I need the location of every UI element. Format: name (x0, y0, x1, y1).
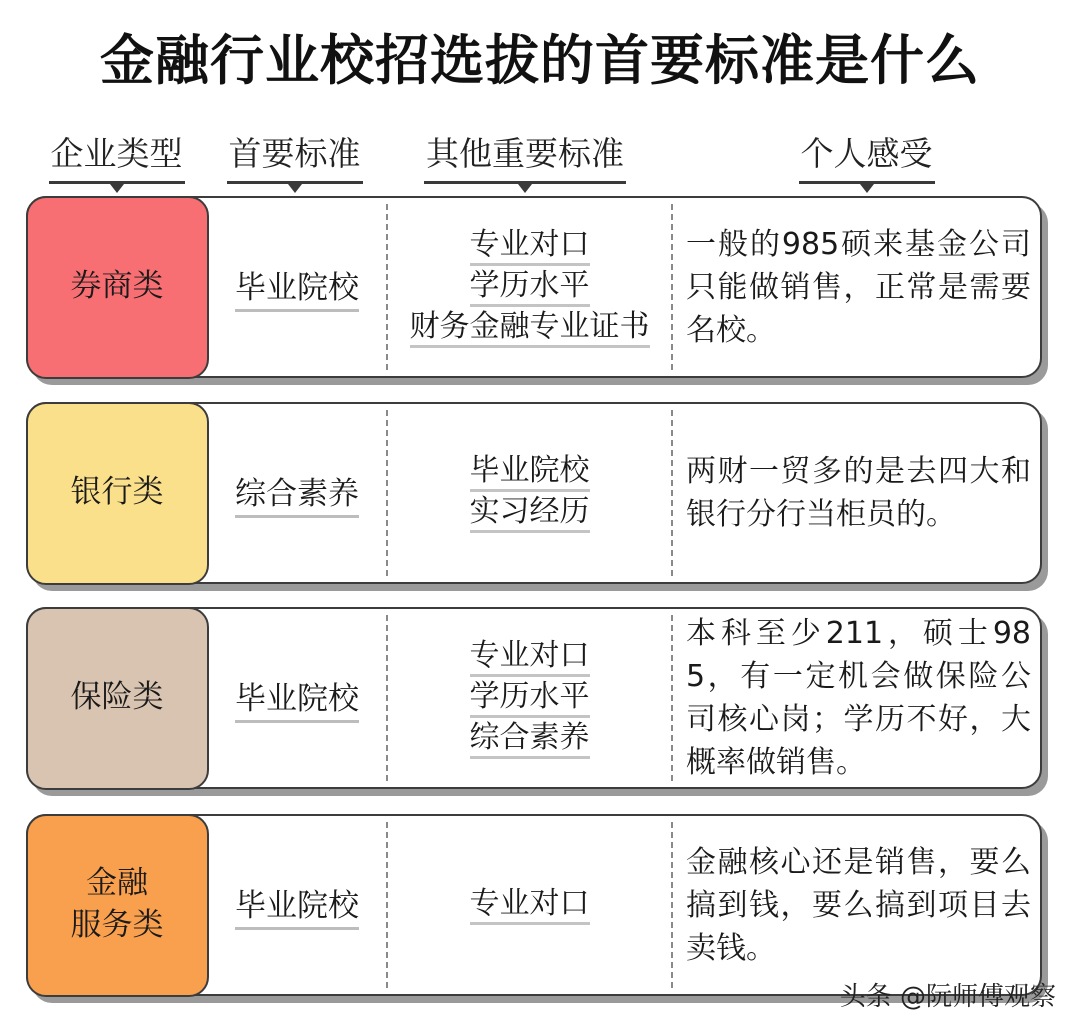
row-bank (26, 402, 1042, 584)
row-insurance (26, 607, 1042, 789)
category-label: 券商类 (70, 268, 164, 305)
watermark: 头条 @阮师傅观察 (839, 982, 1056, 1012)
other-item: 实习经历 (470, 494, 590, 533)
feeling-cell (686, 816, 1031, 994)
others-cell (388, 609, 671, 787)
header-others (420, 128, 630, 193)
row-securities (26, 196, 1042, 378)
feeling-cell (686, 404, 1031, 582)
header-feeling-label: 个人感受 (799, 128, 935, 184)
other-item: 专业对口 (470, 886, 590, 925)
other-item: 专业对口 (470, 227, 590, 266)
page-title: 金融行业校招选拔的首要标准是什么 (100, 29, 980, 92)
primary-cell (208, 816, 386, 994)
category-cell (26, 402, 209, 585)
header-type-label: 企业类型 (49, 128, 185, 184)
other-item: 财务金融专业证书 (410, 309, 650, 348)
column-divider (671, 615, 673, 781)
other-item: 学历水平 (470, 679, 590, 718)
feeling-text: 本科至少211，硕士985，有一定机会做保险公司核心岗；学历不好，大概率做销售。 (686, 616, 1031, 780)
category-cell (26, 196, 209, 379)
primary-cell (208, 609, 386, 787)
feeling-cell (686, 198, 1031, 376)
category-cell (26, 607, 209, 790)
feeling-text: 一般的985硕来基金公司只能做销售，正常是需要名校。 (686, 226, 1031, 348)
header-type-arrow-icon (110, 184, 124, 193)
primary-cell (208, 404, 386, 582)
category-label: 保险类 (70, 679, 164, 716)
other-item: 学历水平 (470, 268, 590, 307)
other-item: 专业对口 (470, 638, 590, 677)
header-primary (222, 128, 367, 193)
feeling-cell (686, 609, 1031, 787)
others-cell (388, 404, 671, 582)
column-divider (671, 822, 673, 988)
other-item: 毕业院校 (470, 453, 590, 492)
header-feeling (794, 128, 939, 193)
primary-label: 毕业院校 (235, 880, 359, 930)
primary-label: 毕业院校 (235, 262, 359, 312)
primary-cell (208, 198, 386, 376)
row-service (26, 814, 1042, 996)
primary-label: 综合素养 (235, 468, 359, 518)
primary-label: 毕业院校 (235, 673, 359, 723)
header-others-label: 其他重要标准 (424, 128, 626, 184)
header-primary-label: 首要标准 (227, 128, 363, 184)
category-label: 银行类 (70, 474, 164, 511)
header-feeling-arrow-icon (860, 184, 874, 193)
feeling-text: 两财一贸多的是去四大和银行分行当柜员的。 (686, 454, 1031, 532)
others-cell (388, 816, 671, 994)
category-label: 金融 (86, 865, 148, 902)
header-others-arrow-icon (518, 184, 532, 193)
column-divider (671, 204, 673, 370)
feeling-text: 金融核心还是销售，要么搞到钱，要么搞到项目去卖钱。 (686, 844, 1031, 966)
category-cell (26, 814, 209, 997)
category-label-line2: 服务类 (70, 907, 164, 943)
header-type (44, 128, 189, 193)
column-divider (671, 410, 673, 576)
other-item: 综合素养 (470, 720, 590, 759)
others-cell (388, 198, 671, 376)
header-primary-arrow-icon (288, 184, 302, 193)
